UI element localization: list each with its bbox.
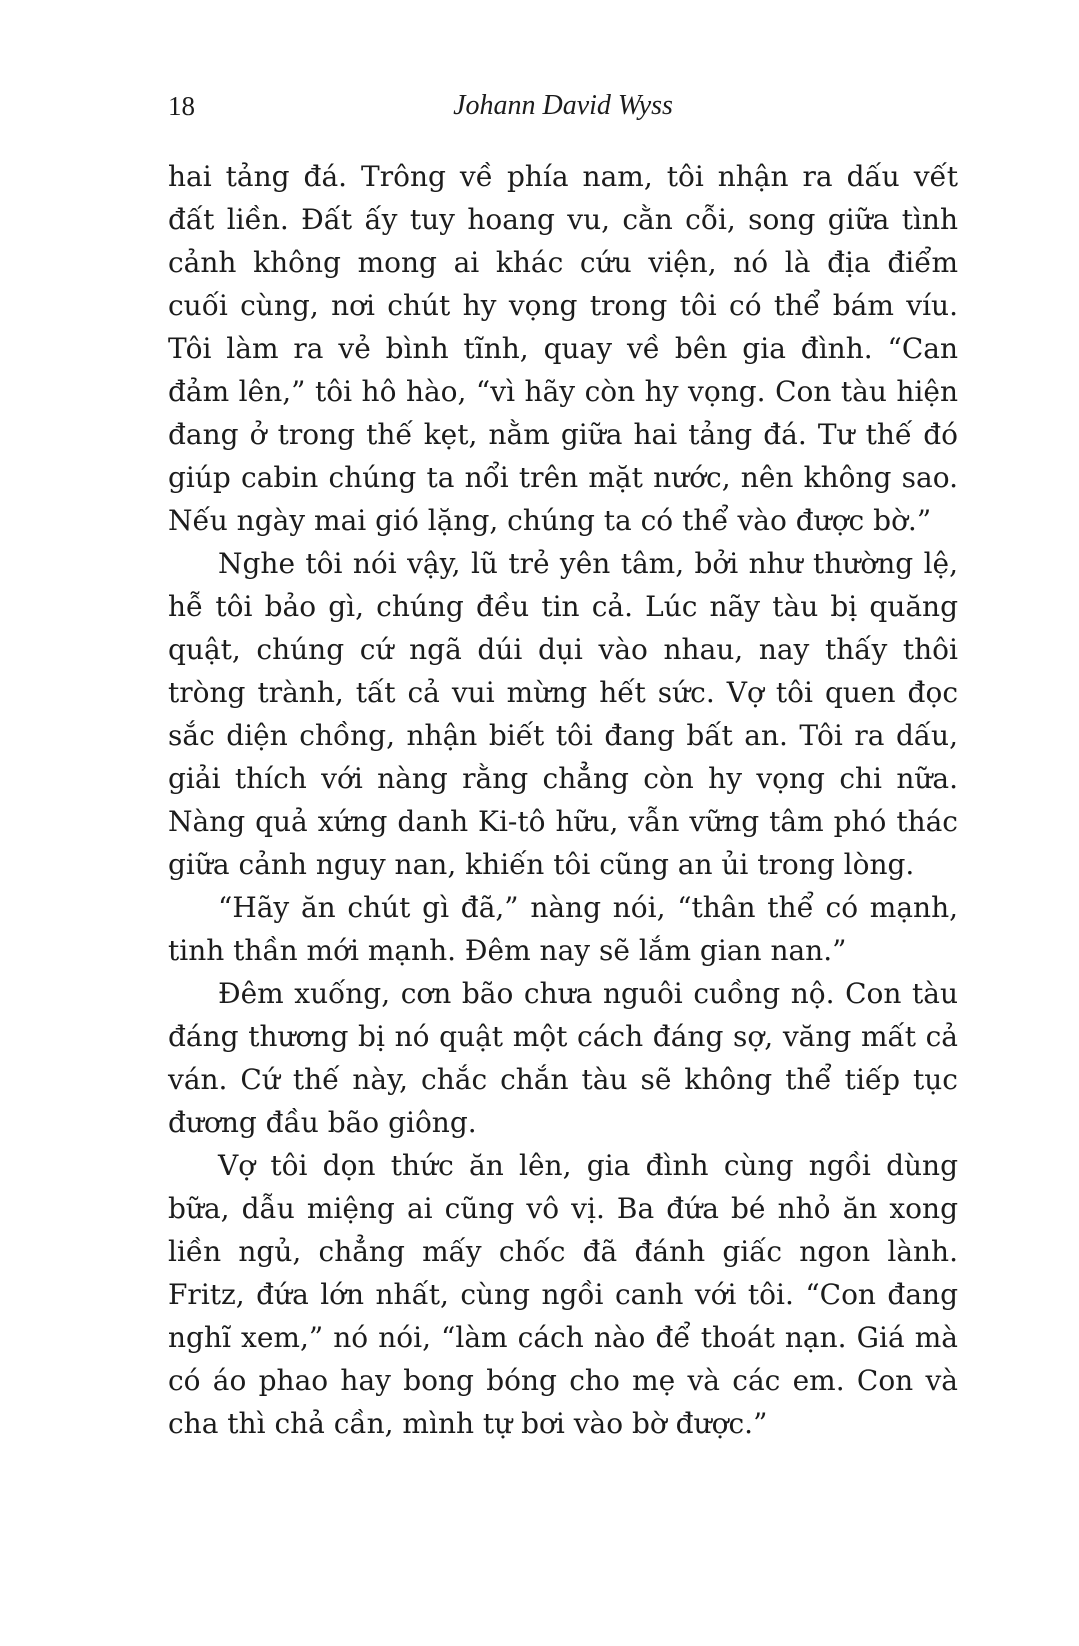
text-line: Nàng quả xứng danh Ki-tô hữu, vẫn vững tâm phó thác — [168, 805, 958, 838]
body-text — [168, 155, 958, 1445]
text-line: tinh thần mới mạnh. Đêm nay sẽ lắm gian nan.” — [168, 934, 847, 967]
page-header — [168, 86, 958, 126]
text-line: Fritz, đứa lớn nhất, cùng ngồi canh với tôi. “Con đang — [168, 1278, 958, 1311]
paragraph — [168, 542, 958, 886]
page-number: 18 — [168, 91, 195, 121]
text-line: đất liền. Đất ấy tuy hoang vu, cằn cỗi, song giữa tình — [168, 203, 958, 236]
text-line: Vợ tôi dọn thức ăn lên, gia đình cùng ngồi dùng — [218, 1149, 958, 1182]
text-line: tròng trành, tất cả vui mừng hết sức. Vợ tôi quen đọc — [168, 676, 958, 709]
text-line: cha thì chả cần, mình tự bơi vào bờ được.” — [168, 1407, 768, 1440]
text-line: Đêm xuống, cơn bão chưa nguôi cuồng nộ. Con tàu — [218, 977, 958, 1010]
paragraph — [168, 1144, 958, 1445]
text-line: cảnh không mong ai khác cứu viện, nó là địa điểm — [168, 246, 958, 279]
text-line: cuối cùng, nơi chút hy vọng trong tôi có thể bám víu. — [168, 289, 958, 322]
text-line: đang ở trong thế kẹt, nằm giữa hai tảng đá. Tư thế đó — [168, 418, 958, 451]
text-line: đáng thương bị nó quật một cách đáng sợ, văng mất cả — [168, 1020, 958, 1053]
paragraph — [168, 886, 958, 972]
text-line: liền ngủ, chẳng mấy chốc đã đánh giấc ngon lành. — [168, 1235, 958, 1268]
text-line: giúp cabin chúng ta nổi trên mặt nước, nên không sao. — [168, 461, 958, 494]
text-line: ván. Cứ thế này, chắc chắn tàu sẽ không thể tiếp tục — [168, 1063, 958, 1096]
text-line: sắc diện chồng, nhận biết tôi đang bất an. Tôi ra dấu, — [168, 719, 958, 752]
text-line: Tôi làm ra vẻ bình tĩnh, quay về bên gia đình. “Can — [168, 332, 958, 365]
text-line: đương đầu bão giông. — [168, 1106, 477, 1139]
text-line: giữa cảnh nguy nan, khiến tôi cũng an ủi trong lòng. — [168, 848, 915, 881]
text-line: bữa, dẫu miệng ai cũng vô vị. Ba đứa bé nhỏ ăn xong — [168, 1192, 958, 1225]
text-line: hai tảng đá. Trông về phía nam, tôi nhận ra dấu vết — [168, 160, 958, 193]
text-line: Nghe tôi nói vậy, lũ trẻ yên tâm, bởi như thường lệ, — [218, 547, 958, 580]
text-line: Nếu ngày mai gió lặng, chúng ta có thể vào được bờ.” — [168, 504, 932, 537]
text-line: đảm lên,” tôi hô hào, “vì hãy còn hy vọng. Con tàu hiện — [168, 375, 958, 408]
text-line: có áo phao hay bong bóng cho mẹ và các em. Con và — [168, 1364, 958, 1397]
text-line: quật, chúng cứ ngã dúi dụi vào nhau, nay thấy thôi — [168, 633, 958, 666]
running-head-author: Johann David Wyss — [453, 90, 673, 121]
paragraph — [168, 972, 958, 1144]
paragraph — [168, 155, 958, 542]
text-line: hễ tôi bảo gì, chúng đều tin cả. Lúc nãy tàu bị quăng — [168, 590, 958, 623]
text-line: nghĩ xem,” nó nói, “làm cách nào để thoát nạn. Giá mà — [168, 1321, 958, 1354]
text-line: “Hãy ăn chút gì đã,” nàng nói, “thân thể có mạnh, — [218, 891, 958, 924]
text-line: giải thích với nàng rằng chẳng còn hy vọng chi nữa. — [168, 762, 958, 795]
